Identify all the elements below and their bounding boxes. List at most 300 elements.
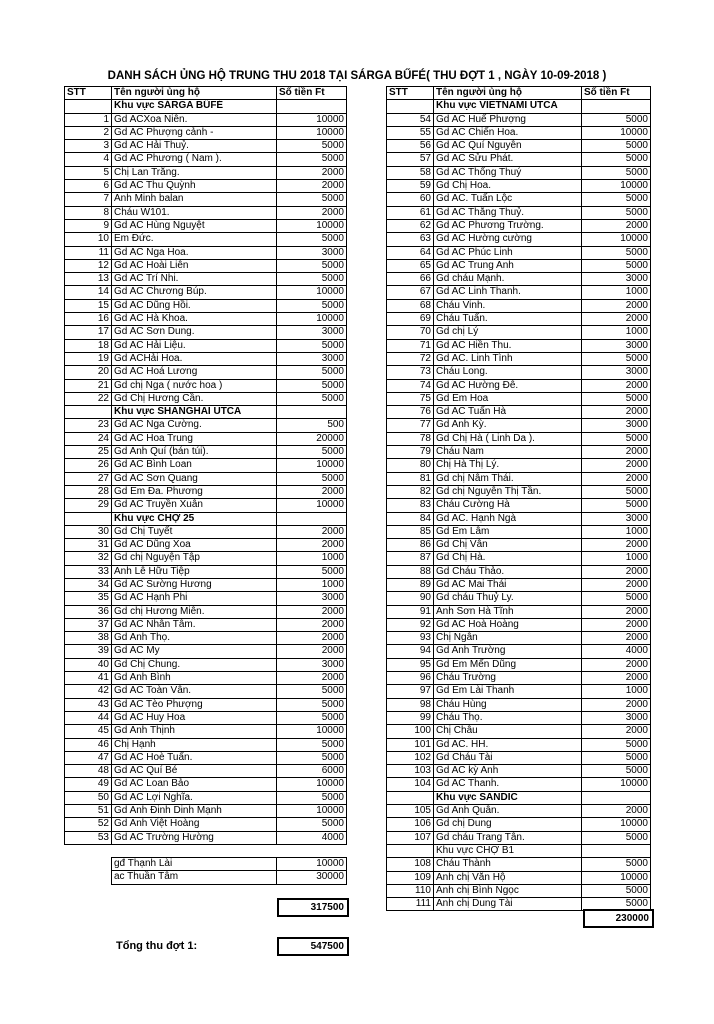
donor-name: Gd AC Trung Anh <box>434 259 582 272</box>
section-amount-cell <box>582 791 651 804</box>
donation-amount: 2000 <box>582 459 651 472</box>
donor-row <box>65 259 347 272</box>
donor-row <box>65 379 347 392</box>
donor-name: Gd AC Thu Quỳnh <box>112 180 277 193</box>
row-number: 7 <box>65 193 112 206</box>
donor-name: Gd AC Dũng Xoa <box>112 539 277 552</box>
row-number: 53 <box>65 831 112 844</box>
donor-row <box>387 658 651 671</box>
donor-name: Gd AC Hường Đê. <box>434 379 582 392</box>
section-stt-cell <box>387 791 434 804</box>
section-stt-cell <box>387 844 434 857</box>
donor-name: Gd Anh Quân. <box>434 805 582 818</box>
donor-row <box>387 273 651 286</box>
donor-row <box>387 805 651 818</box>
donor-name: Gd Anh Kỳ. <box>434 419 582 432</box>
row-number: 74 <box>387 379 434 392</box>
donor-row <box>387 326 651 339</box>
donation-amount: 3000 <box>582 339 651 352</box>
donation-amount: 4000 <box>582 645 651 658</box>
row-number: 42 <box>65 685 112 698</box>
donor-row <box>387 459 651 472</box>
row-number: 96 <box>387 672 434 685</box>
row-number: 80 <box>387 459 434 472</box>
grand-total-label: Tổng thu đợt 1: <box>116 940 198 952</box>
donation-amount: 2000 <box>582 219 651 232</box>
donor-name: Gd AC. Linh Tình <box>434 352 582 365</box>
donor-row <box>65 313 347 326</box>
donor-row <box>387 525 651 538</box>
row-number: 29 <box>65 499 112 512</box>
donor-name: Gd Chị Hà ( Linh Da ). <box>434 432 582 445</box>
donation-amount: 2000 <box>277 525 347 538</box>
donor-row <box>387 206 651 219</box>
donor-row <box>387 286 651 299</box>
donor-name: Gd AC Sơn Dung. <box>112 326 277 339</box>
donor-row <box>387 605 651 618</box>
donor-row <box>387 685 651 698</box>
amount-header: Số tiền Ft <box>582 87 651 100</box>
row-number: 62 <box>387 219 434 232</box>
donor-row <box>387 765 651 778</box>
donation-amount: 5000 <box>277 379 347 392</box>
donor-name: Gd chị Lý <box>434 326 582 339</box>
donor-row <box>65 446 347 459</box>
donor-row <box>65 126 347 139</box>
donor-row <box>387 565 651 578</box>
donor-name: Gd AC Huế Phượng <box>434 113 582 126</box>
stt-header: STT <box>387 87 434 100</box>
row-number: 101 <box>387 738 434 751</box>
donor-row <box>65 499 347 512</box>
section-amount-cell <box>277 512 347 525</box>
donor-name: Gd Cháu Tài <box>434 751 582 764</box>
donor-row <box>65 233 347 246</box>
row-number: 87 <box>387 552 434 565</box>
donor-row <box>65 273 347 286</box>
donor-name: Gd AC Phượng cảnh - <box>112 126 277 139</box>
donor-name: Gd AC Quí Nguyễn <box>434 140 582 153</box>
row-number: 75 <box>387 392 434 405</box>
donation-amount: 5000 <box>277 472 347 485</box>
donor-name: Gd Anh Bình <box>112 672 277 685</box>
row-number: 4 <box>65 153 112 166</box>
donation-amount: 30000 <box>277 871 347 884</box>
donation-amount: 10000 <box>277 126 347 139</box>
donation-amount: 5000 <box>582 499 651 512</box>
donor-row <box>387 472 651 485</box>
row-number: 39 <box>65 645 112 658</box>
donor-name: Gd AC Thanh. <box>434 778 582 791</box>
donor-row <box>387 818 651 831</box>
donor-row <box>65 180 347 193</box>
donation-amount: 5000 <box>582 858 651 871</box>
donor-row <box>387 592 651 605</box>
donation-amount: 2000 <box>582 313 651 326</box>
row-number: 99 <box>387 711 434 724</box>
row-number: 35 <box>65 592 112 605</box>
donor-name: Gd AC Sơn Quang <box>112 472 277 485</box>
donation-amount: 5000 <box>582 485 651 498</box>
name-header: Tên người ủng hộ <box>112 87 277 100</box>
donor-name: Gd AC Hà Khoa. <box>112 313 277 326</box>
row-number: 93 <box>387 632 434 645</box>
donor-row <box>65 698 347 711</box>
donation-amount: 5000 <box>582 113 651 126</box>
row-number: 23 <box>65 419 112 432</box>
row-number: 5 <box>65 166 112 179</box>
donation-amount: 5000 <box>582 153 651 166</box>
donor-row <box>387 233 651 246</box>
row-number: 108 <box>387 858 434 871</box>
row-number: 27 <box>65 472 112 485</box>
row-number: 19 <box>65 352 112 365</box>
donor-name: Gd AC Nga Cường. <box>112 419 277 432</box>
donation-amount: 2000 <box>582 539 651 552</box>
donor-name: Gd AC Linh Thanh. <box>434 286 582 299</box>
donor-name: Gd AC Toàn Vân. <box>112 685 277 698</box>
row-number: 55 <box>387 126 434 139</box>
extra-donor-row <box>112 871 347 884</box>
donor-row <box>387 578 651 591</box>
donor-name: Gd AC Chiến Hoa. <box>434 126 582 139</box>
donation-amount: 2000 <box>582 672 651 685</box>
row-number: 28 <box>65 485 112 498</box>
donor-name: Gd AC Loan Bảo <box>112 778 277 791</box>
donor-row <box>65 592 347 605</box>
donation-amount: 10000 <box>277 459 347 472</box>
donor-name: Gd AC Hoà Hoàng <box>434 618 582 631</box>
donor-row <box>387 140 651 153</box>
donation-amount: 1000 <box>582 685 651 698</box>
donor-name: Gd AC Tèo Phượng <box>112 698 277 711</box>
donor-name: Chị Lan Trắng. <box>112 166 277 179</box>
donor-name: Gd AC Hải Thuỷ. <box>112 140 277 153</box>
donation-amount: 5000 <box>277 565 347 578</box>
donation-amount: 2000 <box>582 446 651 459</box>
donor-row <box>65 419 347 432</box>
donation-amount: 2000 <box>277 645 347 658</box>
donor-name: Gd AC kỳ Anh <box>434 765 582 778</box>
donor-name: Gd AC Hùng Nguyệt <box>112 219 277 232</box>
donor-name: Em Đức. <box>112 233 277 246</box>
donation-amount: 5000 <box>582 166 651 179</box>
left-total-box: 317500 <box>277 898 349 917</box>
donation-amount: 5000 <box>277 791 347 804</box>
donor-row <box>65 113 347 126</box>
donor-name: Gd AC Hoa Trung <box>112 432 277 445</box>
row-number: 103 <box>387 765 434 778</box>
donor-name: Gd AC Sường Hương <box>112 578 277 591</box>
row-number: 64 <box>387 246 434 259</box>
amount-header: Số tiền Ft <box>277 87 347 100</box>
donor-row <box>65 658 347 671</box>
row-number: 36 <box>65 605 112 618</box>
row-number: 3 <box>65 140 112 153</box>
row-number: 102 <box>387 751 434 764</box>
row-number: 50 <box>65 791 112 804</box>
donation-amount: 5000 <box>582 259 651 272</box>
donation-amount: 1000 <box>582 326 651 339</box>
section-stt-cell <box>65 512 112 525</box>
donation-amount: 5000 <box>582 193 651 206</box>
row-number: 85 <box>387 525 434 538</box>
donor-name: Gd AC Thống Thuý <box>434 166 582 179</box>
row-number: 71 <box>387 339 434 352</box>
row-number: 45 <box>65 725 112 738</box>
row-number: 54 <box>387 113 434 126</box>
row-number: 13 <box>65 273 112 286</box>
donation-amount: 5000 <box>277 193 347 206</box>
header-row <box>387 87 651 100</box>
donation-amount: 5000 <box>582 898 651 911</box>
section-name: Khu vực CHỢ 25 <box>112 512 277 525</box>
donor-row <box>387 246 651 259</box>
donation-amount: 2000 <box>277 180 347 193</box>
row-number: 110 <box>387 884 434 897</box>
donation-amount: 10000 <box>277 725 347 738</box>
row-number: 22 <box>65 392 112 405</box>
donor-row <box>387 126 651 139</box>
donor-name: Gd Anh Việt Hoàng <box>112 818 277 831</box>
donation-amount: 10000 <box>582 233 651 246</box>
donor-row <box>65 246 347 259</box>
row-number: 88 <box>387 565 434 578</box>
donor-name: Chị Hạnh <box>112 738 277 751</box>
row-number: 18 <box>65 339 112 352</box>
donor-name: Gd AC Tuấn Hà <box>434 406 582 419</box>
donation-amount: 5000 <box>277 392 347 405</box>
row-number: 30 <box>65 525 112 538</box>
row-number: 76 <box>387 406 434 419</box>
donor-row <box>65 366 347 379</box>
donation-amount: 10000 <box>277 286 347 299</box>
donation-amount: 2000 <box>582 299 651 312</box>
donor-row <box>65 818 347 831</box>
donor-row <box>65 778 347 791</box>
donor-name: Gd AC. HH. <box>434 738 582 751</box>
donor-row <box>65 578 347 591</box>
extra-donor-row <box>112 858 347 871</box>
section-amount-cell <box>277 100 347 113</box>
donor-row <box>387 711 651 724</box>
donor-name: Gd Anh Đinh Dinh Mạnh <box>112 805 277 818</box>
section-amount-cell <box>582 100 651 113</box>
donor-row <box>387 180 651 193</box>
donor-row <box>65 618 347 631</box>
donor-row <box>387 339 651 352</box>
donor-name: Gd AC Hải Liệu. <box>112 339 277 352</box>
donation-amount: 5000 <box>277 751 347 764</box>
donor-row <box>65 791 347 804</box>
donation-amount: 3000 <box>582 512 651 525</box>
donation-amount: 3000 <box>277 352 347 365</box>
donor-name: Chị Ngân <box>434 632 582 645</box>
row-number: 25 <box>65 446 112 459</box>
row-number: 9 <box>65 219 112 232</box>
donation-amount: 1000 <box>277 578 347 591</box>
row-number: 69 <box>387 313 434 326</box>
donation-amount: 5000 <box>582 140 651 153</box>
row-number: 77 <box>387 419 434 432</box>
donor-name: Gd Em Lâm <box>434 525 582 538</box>
donation-amount: 5000 <box>582 392 651 405</box>
donor-name: Cháu Hùng <box>434 698 582 711</box>
donor-row <box>387 698 651 711</box>
donation-amount: 2000 <box>582 698 651 711</box>
row-number: 89 <box>387 578 434 591</box>
left-donation-table <box>64 86 347 845</box>
donation-amount: 3000 <box>277 592 347 605</box>
donation-amount: 3000 <box>277 658 347 671</box>
donor-row <box>387 113 651 126</box>
donor-row <box>65 459 347 472</box>
donor-name: Gd AC Phương ( Nam ). <box>112 153 277 166</box>
section-name: Khu vực SHANGHAI UTCA <box>112 406 277 419</box>
donation-amount: 5000 <box>277 366 347 379</box>
donor-name: Gd Anh Trường <box>434 645 582 658</box>
donor-name: ac Thuần Tâm <box>112 871 277 884</box>
donor-row <box>65 485 347 498</box>
donor-row <box>65 432 347 445</box>
donation-amount: 5000 <box>277 711 347 724</box>
donor-row <box>65 206 347 219</box>
donor-name: Gd chị Dung <box>434 818 582 831</box>
row-number: 105 <box>387 805 434 818</box>
donor-row <box>65 738 347 751</box>
donation-amount: 1000 <box>582 286 651 299</box>
row-number: 78 <box>387 432 434 445</box>
donor-name: Gd chị Nguyễn Thị Tần. <box>434 485 582 498</box>
row-number: 68 <box>387 299 434 312</box>
donor-row <box>387 645 651 658</box>
row-number: 86 <box>387 539 434 552</box>
donor-name: Gd AC Hoè Tuấn. <box>112 751 277 764</box>
donor-row <box>387 485 651 498</box>
donor-name: Cháu W101. <box>112 206 277 219</box>
donation-amount: 2000 <box>277 605 347 618</box>
row-number: 11 <box>65 246 112 259</box>
row-number: 111 <box>387 898 434 911</box>
donor-name: Gd AC Trí Nhi. <box>112 273 277 286</box>
donation-amount: 1000 <box>582 525 651 538</box>
page-title: DANH SÁCH ỦNG HỘ TRUNG THU 2018 TẠI SÁRGA BŰFÉ( THU ĐỢT 1 , NGÀY 10-09-2018 ) <box>107 70 607 82</box>
donor-name: Cháu Nam <box>434 446 582 459</box>
row-number: 38 <box>65 632 112 645</box>
donor-row <box>387 259 651 272</box>
donor-name: Gd ACHải Hoa. <box>112 352 277 365</box>
donor-row <box>65 605 347 618</box>
donor-row <box>65 765 347 778</box>
donor-row <box>387 419 651 432</box>
row-number: 1 <box>65 113 112 126</box>
section-name: Khu vực SÁRGA BŰFÉ <box>112 100 277 113</box>
donor-name: Gd AC Nhân Tâm. <box>112 618 277 631</box>
donor-name: Gd AC Mai Thái <box>434 578 582 591</box>
donor-row <box>387 392 651 405</box>
donor-name: Cháu Trường <box>434 672 582 685</box>
donation-amount: 10000 <box>277 313 347 326</box>
donor-name: Gd AC Thắng Thuỷ. <box>434 206 582 219</box>
donor-name: Cháu Cường Hà <box>434 499 582 512</box>
donation-amount: 10000 <box>582 871 651 884</box>
donation-amount: 5000 <box>277 446 347 459</box>
donor-row <box>65 539 347 552</box>
donor-row <box>387 738 651 751</box>
row-number: 94 <box>387 645 434 658</box>
donation-amount: 5000 <box>582 352 651 365</box>
donor-name: Gd AC Hoài Liên <box>112 259 277 272</box>
section-row <box>387 791 651 804</box>
section-row <box>65 512 347 525</box>
row-number: 104 <box>387 778 434 791</box>
name-header: Tên người ủng hộ <box>434 87 582 100</box>
donor-row <box>387 751 651 764</box>
stt-header: STT <box>65 87 112 100</box>
donation-amount: 2000 <box>582 406 651 419</box>
donor-name: Gd Anh Thịnh <box>112 725 277 738</box>
donor-row <box>387 299 651 312</box>
section-row <box>65 406 347 419</box>
donation-amount: 10000 <box>277 805 347 818</box>
donor-name: Gd Anh Thọ. <box>112 632 277 645</box>
row-number: 37 <box>65 618 112 631</box>
donation-amount: 3000 <box>582 273 651 286</box>
row-number: 58 <box>387 166 434 179</box>
row-number: 97 <box>387 685 434 698</box>
donor-name: Gd AC Sửu Phát. <box>434 153 582 166</box>
donor-row <box>387 871 651 884</box>
donor-row <box>65 685 347 698</box>
row-number: 65 <box>387 259 434 272</box>
donor-name: Gd AC Phúc Linh <box>434 246 582 259</box>
donation-amount: 5000 <box>582 592 651 605</box>
row-number: 107 <box>387 831 434 844</box>
donor-name: Anh chị Văn Hộ <box>434 871 582 884</box>
donation-amount: 10000 <box>277 499 347 512</box>
section-name: Khu vực CHỢ B1 <box>434 844 582 857</box>
row-number: 57 <box>387 153 434 166</box>
donor-name: Gd Em Lài Thanh <box>434 685 582 698</box>
donor-row <box>65 166 347 179</box>
donor-name: Gd AC Huy Hoa <box>112 711 277 724</box>
section-row <box>387 100 651 113</box>
donor-name: Gd Anh Quí (bán túi). <box>112 446 277 459</box>
donor-row <box>387 512 651 525</box>
row-number: 66 <box>387 273 434 286</box>
row-number: 83 <box>387 499 434 512</box>
row-number: 72 <box>387 352 434 365</box>
donor-row <box>65 525 347 538</box>
donation-amount: 5000 <box>277 233 347 246</box>
donation-amount: 5000 <box>582 738 651 751</box>
donation-amount: 2000 <box>277 632 347 645</box>
donor-name: Anh Sơn Hà Tĩnh <box>434 605 582 618</box>
donor-name: Gd AC Nga Hoa. <box>112 246 277 259</box>
row-number: 63 <box>387 233 434 246</box>
donor-row <box>387 552 651 565</box>
donor-name: Cháu Tuấn. <box>434 313 582 326</box>
donor-row <box>387 219 651 232</box>
donor-name: Gd chị Hương Miên. <box>112 605 277 618</box>
donor-row <box>65 711 347 724</box>
donor-name: Gd cháu Mạnh. <box>434 273 582 286</box>
row-number: 60 <box>387 193 434 206</box>
donor-row <box>387 725 651 738</box>
row-number: 106 <box>387 818 434 831</box>
donation-amount: 2000 <box>277 672 347 685</box>
row-number: 52 <box>65 818 112 831</box>
